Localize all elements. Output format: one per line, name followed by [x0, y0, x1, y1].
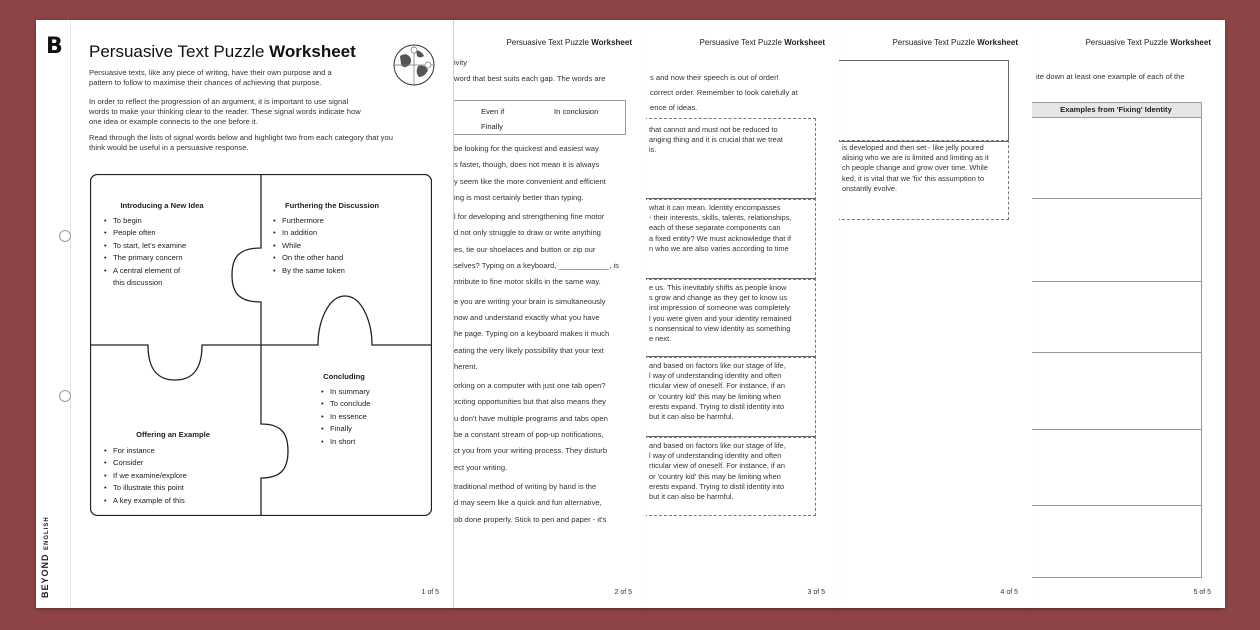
intro-line: s and now their speech is out of order! [650, 73, 779, 82]
strip-line: - their interests, skills, talents, relationships, [649, 213, 792, 223]
strip-line: or 'country kid' this may be limiting when [649, 471, 781, 481]
signal-word: • People often [104, 227, 186, 239]
page-number: 1 of 5 [421, 589, 439, 596]
table-header: Examples from 'Fixing' Identity [1031, 103, 1201, 118]
passage-line: traditional method of writing by hand is the [454, 481, 597, 491]
strip-line: n who we are also varies according to time [649, 243, 789, 253]
passage-line: ob done properly. Stick to pen and paper - it's [454, 514, 607, 524]
word-bank-item: In conclusion [554, 107, 599, 116]
signal-word: • To illustrate this point [104, 482, 187, 494]
passage-line: selves? Typing on a keyboard, ____________, is [454, 261, 619, 271]
strip-line: anging thing and it is crucial that we treat [649, 135, 783, 145]
signal-word: • To begin [104, 215, 186, 227]
strip-line: e next. [649, 334, 672, 344]
strip-text [649, 361, 786, 422]
strip-line: is developed and then set - like jelly poured [842, 143, 984, 152]
strip-line: e us. This inevitably shifts as people know [649, 283, 787, 292]
binder-spine [36, 20, 71, 608]
page-3 [645, 20, 839, 608]
page-header: Persuasive Text Puzzle Worksheet [1085, 38, 1211, 47]
strip-line: is. [649, 145, 657, 155]
strip-text [649, 125, 783, 156]
signal-word: • In summary [321, 386, 371, 398]
passage-line: l for developing and strengthening fine motor [454, 212, 605, 222]
page-number: 4 of 5 [1000, 589, 1018, 596]
passage-line: d may seem like a quick and fun alternative, [454, 498, 602, 508]
passage-line: ing is most certainly better than typing. [454, 192, 584, 202]
signal-word: • In essence [321, 411, 371, 423]
table-row-divider [1031, 505, 1201, 506]
strip-text [649, 203, 792, 254]
strip-line: s nonsensical to view identity as something [649, 323, 791, 333]
cloze-passage [454, 141, 619, 528]
passage-line: eating the very likely possibility that your text [454, 345, 604, 355]
page-1 [71, 20, 453, 608]
passage-line: ect your writing. [454, 462, 508, 472]
strip-line: ch people change and grow over time. While [842, 163, 988, 173]
intro-line: ence of ideas. [650, 103, 698, 112]
signal-word: • Finally [321, 423, 371, 435]
passage-line: ntribute to fine motor skills in the same way. [454, 277, 601, 287]
strip-line: and based on factors like our stage of life, [649, 361, 786, 370]
instruction-text: word that best suits each gap. The words are [454, 74, 606, 83]
category-title: Offering an Example [136, 430, 210, 439]
signal-word: • To start, let's examine [104, 240, 186, 252]
page-header: Persuasive Text Puzzle Worksheet [892, 38, 1018, 47]
passage-line: y seem like the more convenient and efficient [454, 176, 606, 186]
paragraph-line: Persuasive texts, like any piece of writing, have their own purpose and a [89, 68, 332, 77]
paragraph-line: words to make your thinking clear to the reader. These signal words indicate how [89, 107, 361, 116]
instruction-text: ite down at least one example of each of the [1036, 72, 1185, 81]
passage-line: ct you from your writing process. They disturb [454, 446, 608, 456]
signal-word-list [321, 386, 371, 448]
paragraph-line: In order to reflect the progression of an argument, it is important to use signal [89, 97, 349, 106]
strip-line: irst impression of someone was completely [649, 303, 790, 313]
signal-word: • A key example of this [104, 495, 187, 507]
puzzle-globe-icon [391, 42, 437, 88]
strip-line: and based on factors like our stage of life, [649, 441, 786, 450]
intro-line: correct order. Remember to look carefully at [650, 88, 798, 97]
strip-line: l you were given and your identity remained [649, 313, 792, 323]
answer-box [838, 60, 1009, 142]
table-row-divider [1031, 352, 1201, 353]
punch-hole [59, 390, 71, 402]
signal-word-list [273, 215, 345, 277]
intro-paragraph [89, 68, 379, 88]
signal-word: • A central element of [104, 265, 186, 277]
worksheet-preview [36, 20, 1224, 608]
strip-line: ked, it is vital that we 'fix' this assumption to [842, 173, 985, 183]
strip-line: what it can mean. Identity encompasses [649, 203, 781, 212]
signal-word: • While [273, 240, 345, 252]
signal-word: • Consider [104, 457, 187, 469]
signal-word: this discussion [113, 278, 163, 288]
brand-main: BEYOND [40, 553, 50, 598]
passage-line: now and understand exactly what you have [454, 312, 600, 322]
strip-line: onstantly evolve. [842, 183, 898, 193]
text-strip [838, 140, 1009, 220]
strip-line: alising who we are is limited and limiting as it [842, 153, 989, 163]
signal-word: • In short [321, 436, 371, 448]
strip-text [649, 441, 786, 502]
passage-line: be looking for the quickest and easiest way [454, 144, 599, 153]
text-strip [645, 118, 816, 200]
category-title: Furthering the Discussion [284, 201, 380, 210]
word-bank [453, 100, 626, 135]
page-header: Persuasive Text Puzzle Worksheet [699, 38, 825, 47]
punch-hole [59, 230, 71, 242]
strip-line: but it can also be harmful. [649, 412, 734, 422]
beyond-logo-icon: B [46, 34, 63, 59]
paragraph-line: pattern to follow to maximise their chances of achieving that purpose. [89, 78, 322, 87]
strip-text [649, 283, 792, 344]
signal-word-list [104, 215, 186, 289]
intro-paragraph [89, 133, 393, 153]
signal-word: • On the other hand [273, 252, 345, 264]
passage-line: u don't have multiple programs and tabs open [454, 413, 608, 423]
category-title: Concluding [323, 372, 365, 381]
passage-line: e you are writing your brain is simultaneously [454, 296, 606, 306]
page-number: 2 of 5 [614, 589, 632, 596]
brand-wordmark [40, 516, 50, 598]
passage-line: d not only struggle to draw or write anything [454, 228, 601, 238]
signal-word: • By the same token [273, 265, 345, 277]
word-bank-item: Even if [481, 107, 505, 116]
page-number: 3 of 5 [807, 589, 825, 596]
passage-line: s faster, though, does not mean it is always [454, 160, 600, 170]
activity-label: ivity [454, 58, 468, 67]
strip-line: but it can also be harmful. [649, 492, 734, 502]
strip-line: l way of understanding identity and often [649, 371, 782, 381]
signal-word: • For instance [104, 445, 187, 457]
passage-line: xciting opportunities but that also means they [454, 397, 606, 407]
text-strip [645, 356, 816, 438]
strip-line: or 'country kid' this may be limiting when [649, 391, 781, 401]
text-strip [645, 198, 816, 280]
page-title: Persuasive Text Puzzle Worksheet [89, 42, 356, 61]
strip-text [842, 143, 989, 194]
paragraph-line: think would be useful in a persuasive response. [89, 143, 249, 152]
instruction-text [650, 70, 798, 115]
strip-line: s grow and change as they get to know us [649, 293, 788, 303]
strip-line: rticular view of oneself. For instance, if an [649, 381, 785, 391]
table-row-divider [1031, 281, 1201, 282]
strip-line: erests expand. Trying to distil identity into [649, 481, 785, 491]
page-4 [838, 20, 1032, 608]
paragraph-line: one idea or example connects to the one before it. [89, 117, 258, 126]
examples-table [1031, 102, 1202, 578]
passage-line: herent. [454, 361, 478, 371]
page-2 [453, 20, 646, 608]
strip-line: each of these separate components can [649, 223, 781, 233]
table-row-divider [1031, 198, 1201, 199]
text-strip [645, 436, 816, 516]
word-bank-item: Finally [481, 122, 503, 131]
signal-word: • If we examine/explore [104, 470, 187, 482]
table-row-divider [1031, 429, 1201, 430]
signal-word: • The primary concern [104, 252, 186, 264]
category-title: Introducing a New Idea [120, 201, 204, 210]
passage-line: be a constant stream of pop-up notifications, [454, 430, 604, 440]
page-5 [1031, 20, 1225, 608]
signal-word: • Furthermore [273, 215, 345, 227]
signal-word: • To conclude [321, 398, 371, 410]
passage-line: he page. Typing on a keyboard makes it much [454, 329, 610, 339]
page-header: Persuasive Text Puzzle Worksheet [506, 38, 632, 47]
strip-line: a fixed entity? We must acknowledge that if [649, 233, 792, 243]
paragraph-line: Read through the lists of signal words below and highlight two from each category that you [89, 133, 393, 142]
page-number: 5 of 5 [1193, 589, 1211, 596]
strip-line: rticular view of oneself. For instance, if an [649, 461, 785, 471]
signal-word-list [104, 445, 187, 507]
strip-line: l way of understanding identity and often [649, 451, 782, 461]
passage-line: orking on a computer with just one tab open? [454, 381, 606, 391]
passage-line: es, tie our shoelaces and button or zip our [454, 244, 596, 254]
strip-line: erests expand. Trying to distil identity into [649, 401, 785, 411]
brand-sub: ENGLISH [44, 516, 50, 550]
intro-paragraph [89, 97, 379, 127]
strip-line: that cannot and must not be reduced to [649, 125, 778, 134]
signal-word: • In addition [273, 227, 345, 239]
text-strip [645, 278, 816, 358]
